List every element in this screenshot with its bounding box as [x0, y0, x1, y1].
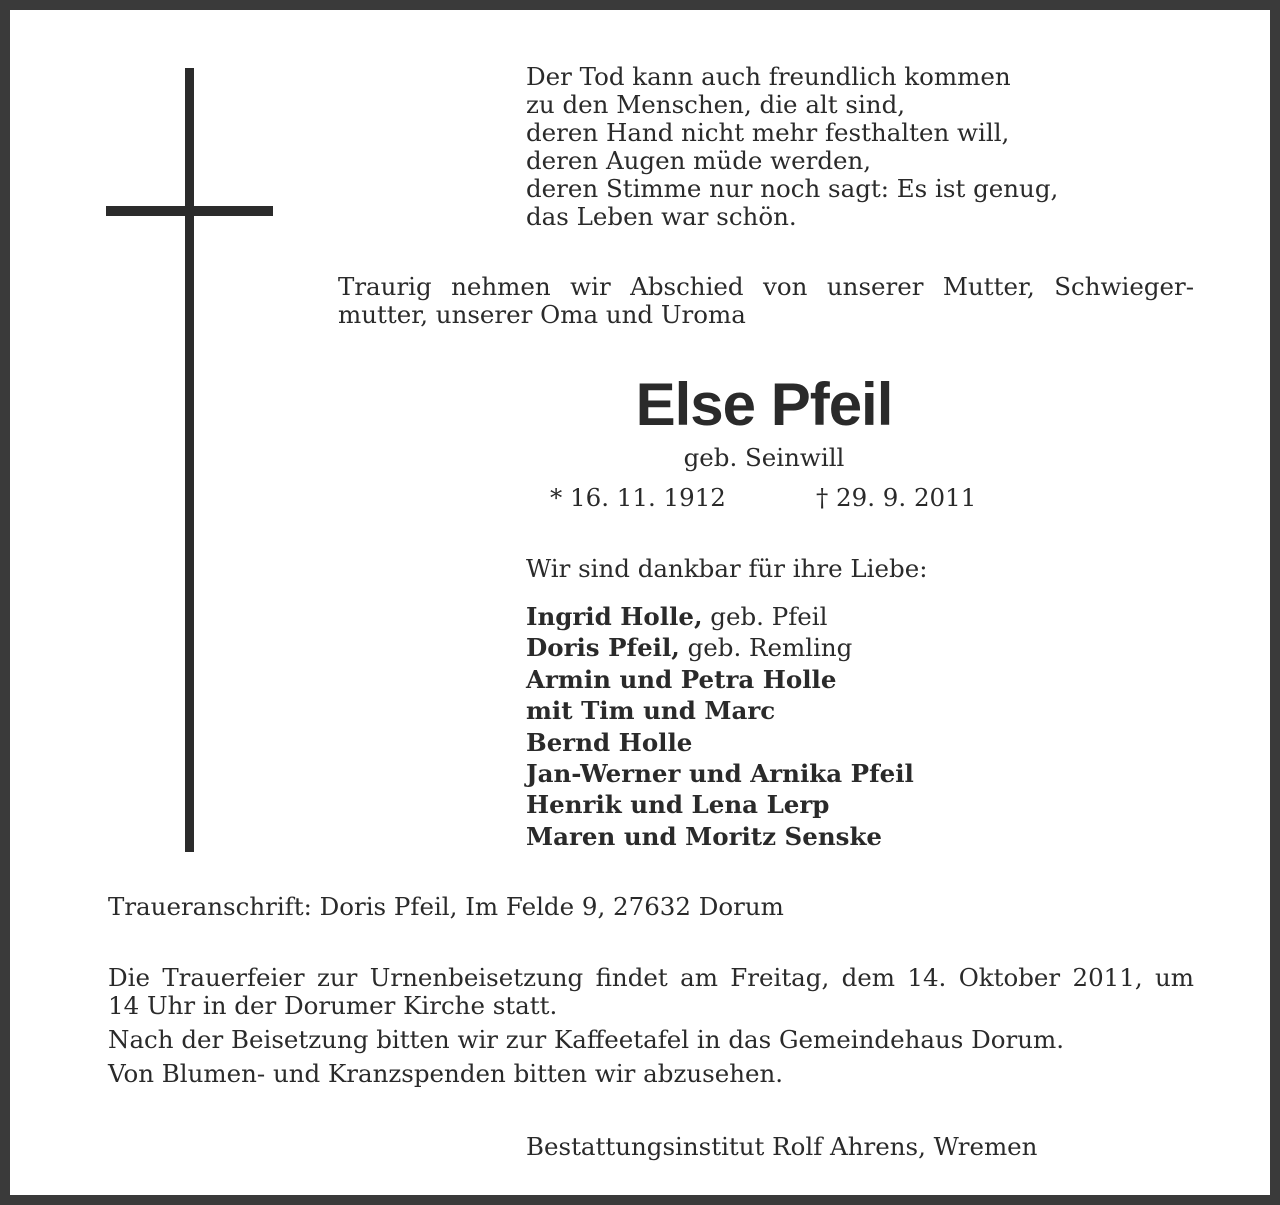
- family-member-name: Doris Pfeil,: [526, 633, 680, 663]
- farewell-text: [338, 273, 1194, 329]
- flowers-notice: Von Blumen- und Kranzspenden bitten wir abzusehen.: [108, 1059, 784, 1088]
- poem-line: das Leben war schön.: [526, 202, 797, 231]
- ceremony-notice: [108, 964, 1194, 1088]
- mourning-address: Traueranschrift: Doris Pfeil, Im Felde 9, 27632 Dorum: [108, 892, 784, 921]
- family-member-note: geb. Pfeil: [702, 602, 828, 631]
- family-member-note: geb. Remling: [679, 633, 853, 663]
- poem-line: deren Stimme nur noch sagt: Es ist genug,: [526, 174, 1059, 203]
- undertaker: Bestattungsinstitut Rolf Ahrens, Wremen: [526, 1132, 1038, 1161]
- family-member-name: Henrik und Lena Lerp: [526, 790, 830, 820]
- poem-line: deren Hand nicht mehr festhalten will,: [526, 118, 1010, 147]
- family-member: [526, 758, 914, 789]
- coffee-notice: Nach der Beisetzung bitten wir zur Kaffeetafel in das Gemeindehaus Dorum.: [108, 1025, 1065, 1054]
- family-member: [526, 727, 914, 758]
- death-date: † 29. 9. 2011: [816, 483, 977, 512]
- cross-icon: [185, 68, 194, 852]
- ceremony-line: Die Trauerfeier zur Urnenbeisetzung findet am Freitag, dem 14. Oktober 2011, um: [108, 963, 1194, 992]
- family-member-name: Maren und Moritz Senske: [526, 821, 883, 851]
- family-member: [526, 695, 914, 726]
- deceased-name: Else Pfeil: [635, 371, 893, 438]
- poem-line: deren Augen müde werden,: [526, 146, 872, 175]
- poem: [526, 63, 1058, 231]
- family-member: [526, 789, 914, 820]
- poem-line: Der Tod kann auch freundlich kommen: [526, 62, 1011, 91]
- cross-crossbar: [106, 206, 273, 216]
- thanks-line: Wir sind dankbar für ihre Liebe:: [526, 554, 928, 583]
- maiden-name: geb. Seinwill: [683, 443, 845, 472]
- family-member: [526, 821, 914, 852]
- family-member: [526, 664, 914, 695]
- farewell-line: Traurig nehmen wir Abschied von unserer Mutter, Schwieger-: [338, 272, 1194, 301]
- family-member-name: Ingrid Holle,: [526, 602, 703, 631]
- family-member-name: mit Tim und Marc: [526, 696, 776, 726]
- family-member: [526, 601, 914, 632]
- family-member: [526, 632, 914, 663]
- poem-line: zu den Menschen, die alt sind,: [526, 90, 906, 119]
- farewell-line: mutter, unserer Oma und Uroma: [338, 300, 746, 329]
- family-member-name: Armin und Petra Holle: [526, 664, 837, 694]
- ceremony-line: 14 Uhr in der Dorumer Kirche statt.: [108, 991, 558, 1020]
- family-member-name: Bernd Holle: [526, 727, 693, 757]
- family-member-name: Jan-Werner und Arnika Pfeil: [526, 759, 914, 789]
- family-list: [526, 601, 914, 852]
- birth-date: * 16. 11. 1912: [550, 483, 726, 512]
